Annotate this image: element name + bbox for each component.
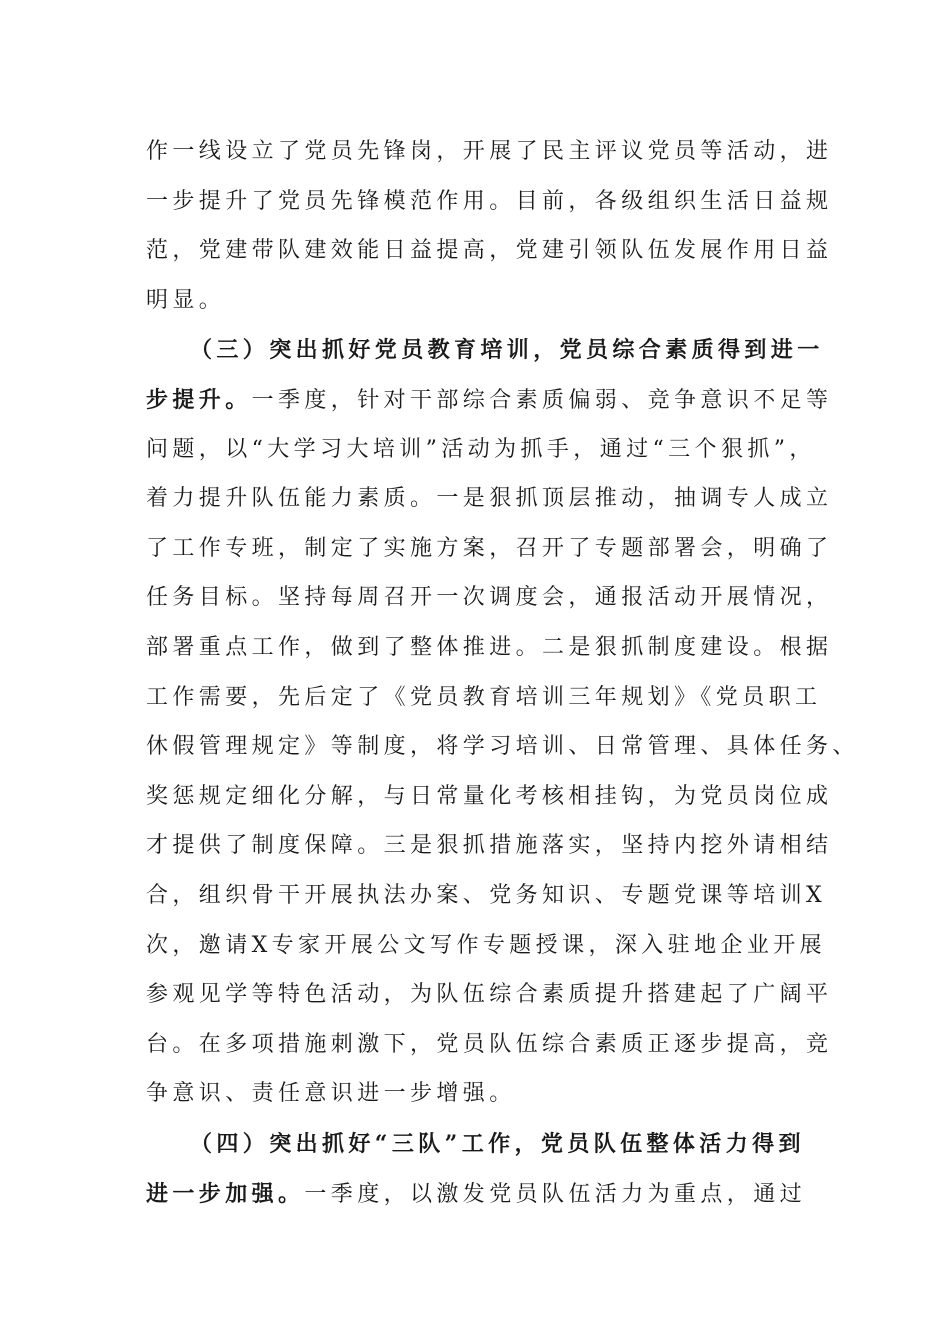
text-line <box>190 1119 870 1169</box>
body-text: 一步提升了党员先锋模范作用。目前，各级组织生活日益规 <box>146 188 833 214</box>
body-text: 任务目标。坚持每周召开一次调度会，通报活动开展情况， <box>146 585 833 611</box>
text-line <box>146 226 833 276</box>
body-text: 工作需要，先后定了《党员教育培训三年规划》《党员职工 <box>146 684 822 710</box>
text-line <box>146 177 833 227</box>
text-line <box>146 1069 826 1119</box>
text-line <box>146 474 833 524</box>
text-line <box>146 1020 833 1070</box>
heading-text: （三）突出抓好党员教育培训，党员综合素质得到进一 <box>190 337 824 364</box>
body-text: 作一线设立了党员先锋岗，开展了民主评议党员等活动，进 <box>146 139 833 164</box>
body-text: 着力提升队伍能力素质。一是狠抓顶层推动，抽调专人成立 <box>146 486 833 512</box>
text-line <box>146 970 833 1020</box>
text-line <box>146 772 833 822</box>
body-text: 参观见学等特色活动，为队伍综合素质提升搭建起了广阔平 <box>146 982 833 1008</box>
text-line <box>146 722 859 772</box>
text-line <box>146 623 833 673</box>
heading-text: 进一步加强。 <box>146 1180 305 1207</box>
body-text: 问题，以“大学习大培训”活动为抓手，通过“三个狠抓”， <box>146 436 816 462</box>
body-text: 明显。 <box>146 287 226 313</box>
heading-text: （四）突出抓好“三队”工作，党员队伍整体活力得到 <box>190 1131 805 1157</box>
body-text: 一季度，针对干部综合素质偏弱、竞争意识不足等 <box>251 388 833 413</box>
text-line <box>190 325 870 375</box>
text-line <box>146 425 826 475</box>
body-text: 才提供了制度保障。三是狠抓措施落实，坚持内挖外请相结 <box>146 833 833 859</box>
text-line <box>146 276 826 326</box>
text-line <box>146 871 826 921</box>
text-line <box>146 573 833 623</box>
text-line <box>146 821 833 871</box>
text-line <box>146 127 833 177</box>
body-text: 部署重点工作，做到了整体推进。二是狠抓制度建设。根据 <box>146 635 833 660</box>
text-line <box>146 375 833 425</box>
text-line <box>146 673 826 723</box>
body-text: 奖惩规定细化分解，与日常量化考核相挂钩，为党员岗位成 <box>146 783 833 809</box>
body-text: 休假管理规定》等制度，将学习培训、日常管理、具体任务、 <box>146 734 859 760</box>
body-text: 范，党建带队建效能日益提高，党建引领队伍发展作用日益 <box>146 238 833 264</box>
body-text: 次，邀请X专家开展公文写作专题授课，深入驻地企业开展 <box>146 932 827 958</box>
body-text: 一季度，以激发党员队伍活力为重点，通过 <box>304 1181 807 1207</box>
body-text: 争意识、责任意识进一步增强。 <box>146 1081 516 1107</box>
body-text: 了工作专班，制定了实施方案，召开了专题部署会，明确了 <box>146 535 833 561</box>
body-text: 台。在多项措施刺激下，党员队伍综合素质正逐步提高，竞 <box>146 1031 833 1057</box>
text-line <box>146 1169 826 1219</box>
heading-text: 步提升。 <box>146 387 252 413</box>
body-text: 合，组织骨干开展执法办案、党务知识、专题党课等培训X <box>146 883 827 908</box>
text-line <box>146 921 826 971</box>
text-line <box>146 524 833 574</box>
